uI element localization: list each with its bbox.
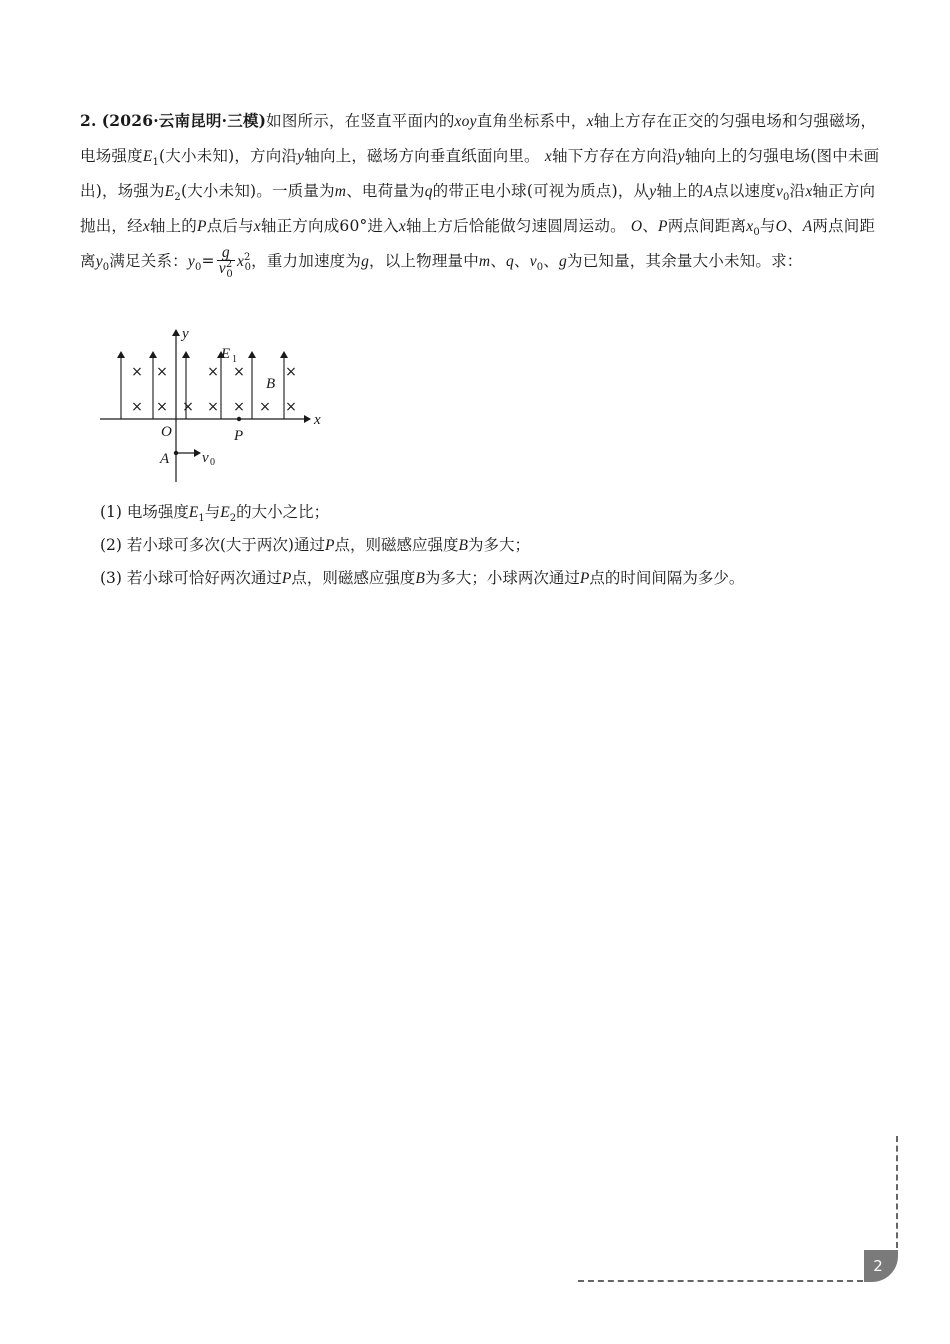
problem-paragraph xyxy=(80,104,890,279)
superscript: 2 xyxy=(244,251,251,263)
b-label: B xyxy=(266,376,276,392)
text-run: 直角坐标系中， xyxy=(476,112,587,130)
math-E: E xyxy=(164,183,175,200)
math-B: B xyxy=(458,537,468,554)
text-run: 为已知量，其余量大小未知。求： xyxy=(567,252,803,270)
text-run: 点，则磁感应强度 xyxy=(291,569,416,587)
math-A: A xyxy=(703,183,714,200)
text-run: 轴正方向抛出，经 xyxy=(80,182,876,235)
subscript: 0 xyxy=(226,268,233,280)
math-m: m xyxy=(478,253,491,270)
text-run: 轴下方存在方向沿 xyxy=(552,147,678,165)
subscript: 1 xyxy=(198,513,205,525)
math-y: y xyxy=(187,253,195,270)
text-run: 、 xyxy=(642,217,659,235)
math-m: m xyxy=(334,183,347,200)
b-field-cross: × xyxy=(233,399,245,415)
text-run: 点的时间间隔为多少。 xyxy=(589,569,745,587)
equals-sign: = xyxy=(201,252,215,270)
field-diagram xyxy=(96,324,336,486)
fraction xyxy=(217,243,235,280)
text-run: 、 xyxy=(543,252,560,270)
text-run: 轴上方后恰能做匀速圆周运动。 xyxy=(405,217,626,235)
text-run: 沿 xyxy=(789,182,806,200)
question-3 xyxy=(100,562,890,595)
math-B: B xyxy=(415,570,425,587)
text-run: 为多大；小球两次通过 xyxy=(424,569,580,587)
math-v: v xyxy=(529,253,537,270)
b-field-cross: × xyxy=(156,399,168,415)
text-run: (2) 若小球可多次(大于两次)通过 xyxy=(100,536,325,554)
text-run: ，以上物理量中 xyxy=(369,252,479,270)
math-y: y xyxy=(95,253,103,270)
superscript: 2 xyxy=(225,258,233,270)
b-field-cross: × xyxy=(285,364,297,380)
math-x: x xyxy=(805,183,813,200)
v0-label: v xyxy=(202,450,209,466)
text-run: 与 xyxy=(204,503,221,521)
page-number: 2 xyxy=(864,1250,898,1282)
text-run: 、 xyxy=(490,252,507,270)
subscript: 1 xyxy=(152,157,160,169)
e1-subscript: 1 xyxy=(232,354,237,365)
subscript: 0 xyxy=(244,262,252,274)
math-A: A xyxy=(802,218,813,235)
b-field-cross: × xyxy=(285,399,297,415)
subscript: 2 xyxy=(229,513,237,525)
text-run: 两点间距离 xyxy=(80,217,876,270)
e1-label: E xyxy=(221,346,231,362)
math-E: E xyxy=(142,148,153,165)
text-run: 轴上的 xyxy=(656,182,704,200)
origin-label: O xyxy=(161,424,172,440)
math-P: P xyxy=(658,218,668,235)
text-run: ，重力加速度为 xyxy=(251,252,362,270)
question-1 xyxy=(100,496,890,529)
text-run: 点，则磁感应强度 xyxy=(334,536,459,554)
fraction-denominator xyxy=(217,258,235,280)
math-g: g xyxy=(361,253,370,270)
math-q: q xyxy=(424,183,433,200)
math-x: x xyxy=(746,218,754,235)
x-axis-label: x xyxy=(314,412,321,428)
math-P: P xyxy=(324,537,335,554)
text-run: (1) 电场强度 xyxy=(100,503,189,521)
subscript: 0 xyxy=(783,192,790,204)
text-run: (3) 若小球可恰好两次通过 xyxy=(100,569,282,587)
text-run: 的大小之比； xyxy=(236,503,330,521)
question-list xyxy=(100,496,890,595)
text-run: 如图所示，在竖直平面内的 xyxy=(266,112,455,130)
math-y: y xyxy=(649,183,657,200)
subscript: 0 xyxy=(102,262,110,274)
subscript: 0 xyxy=(536,262,544,274)
problem-number: 2. xyxy=(80,111,97,130)
text-run: 与 xyxy=(759,217,776,235)
v0-subscript: 0 xyxy=(210,457,215,468)
b-field-cross: × xyxy=(182,399,194,415)
text-run: 、 xyxy=(513,252,530,270)
math-P: P xyxy=(197,218,207,235)
math-y: y xyxy=(297,148,305,165)
math-y: y xyxy=(677,148,685,165)
y-axis-label: y xyxy=(182,326,189,342)
text-run: 、 xyxy=(786,217,803,235)
text-run: 轴上方存在正交的匀强电场和匀强磁场，电场强度 xyxy=(80,112,877,165)
math-E: E xyxy=(220,504,230,521)
page-corner-border xyxy=(896,1136,898,1248)
math-x: x xyxy=(142,218,150,235)
b-field-cross: × xyxy=(156,364,168,380)
b-field-cross: × xyxy=(131,399,143,415)
math-x: x xyxy=(398,218,406,235)
text-run: 轴正方向成60°进入 xyxy=(260,217,399,235)
page-bottom-border xyxy=(578,1280,863,1282)
math-g: g xyxy=(221,243,230,261)
point-a-label: A xyxy=(160,451,170,467)
text-run: 、电荷量为 xyxy=(346,182,425,200)
text-run: (大小未知)，方向沿 xyxy=(159,147,298,165)
b-field-cross: × xyxy=(233,364,245,380)
b-field-cross: × xyxy=(207,364,219,380)
math-P: P xyxy=(579,570,590,587)
text-run: 轴上的 xyxy=(149,217,198,235)
math-O: O xyxy=(775,218,787,235)
text-run: 轴向上的匀强电场(图中未画出)，场强为 xyxy=(80,147,880,200)
text-run: 轴向上，磁场方向垂直纸面向里。 xyxy=(304,147,540,165)
text-run: 点后与 xyxy=(206,217,254,235)
b-field-cross: × xyxy=(131,364,143,380)
math-x: x xyxy=(544,148,552,165)
text-run: (大小未知)。一质量为 xyxy=(180,182,335,200)
text-run: 的带正电小球(可视为质点)，从 xyxy=(432,182,650,200)
b-field-cross: × xyxy=(259,399,271,415)
problem-statement xyxy=(80,104,890,279)
text-run: 满足关系： xyxy=(109,252,188,270)
b-field-cross: × xyxy=(207,399,219,415)
math-v: v xyxy=(218,259,226,277)
math-v: v xyxy=(775,183,784,200)
question-2 xyxy=(100,529,890,562)
math-q: q xyxy=(506,253,514,270)
math-E: E xyxy=(188,504,199,521)
text-run: 为多大； xyxy=(467,536,530,554)
text-run: 两点间距离 xyxy=(667,217,747,235)
math-xoy: xoy xyxy=(454,113,477,130)
text-run: 点以速度 xyxy=(713,182,776,200)
problem-source: (2026·云南昆明·三模) xyxy=(101,111,267,130)
point-p-label: P xyxy=(234,428,244,444)
math-x: x xyxy=(236,253,245,270)
subscript: 0 xyxy=(194,262,202,274)
math-g: g xyxy=(559,253,567,270)
subscript: 2 xyxy=(174,192,181,204)
subscript: 0 xyxy=(753,227,760,239)
math-O: O xyxy=(630,218,643,235)
math-x: x xyxy=(253,218,261,235)
math-x: x xyxy=(586,113,594,130)
math-P: P xyxy=(281,570,292,587)
point-p-dot xyxy=(237,417,241,421)
